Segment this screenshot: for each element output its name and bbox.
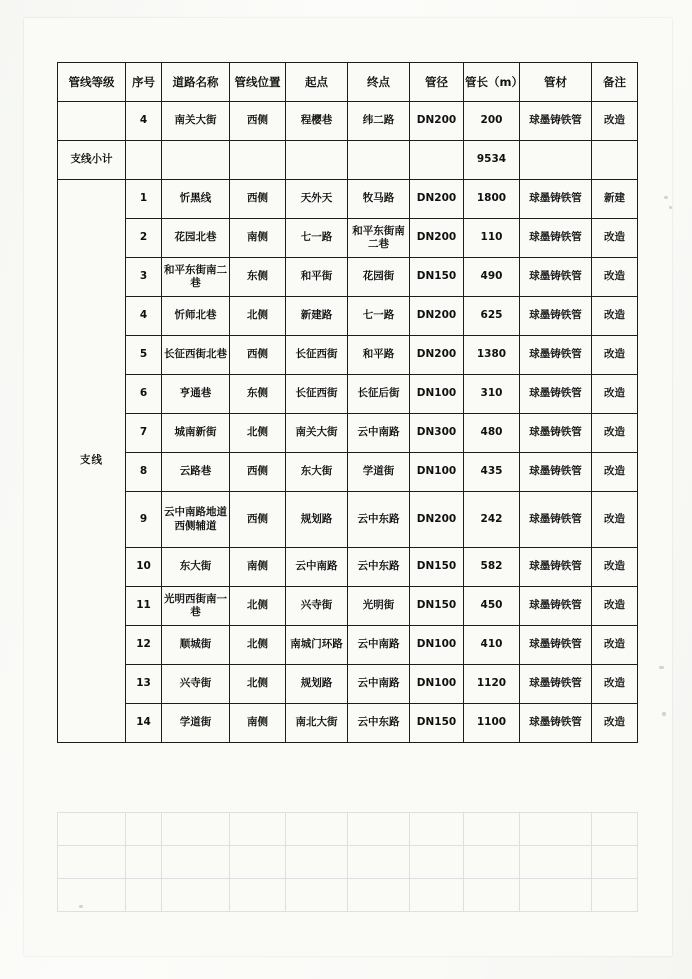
cell-diameter: DN150 bbox=[410, 704, 464, 743]
table-row bbox=[58, 453, 638, 492]
cell-remark: 改造 bbox=[592, 414, 638, 453]
bleed-cell bbox=[286, 846, 348, 879]
table-row bbox=[58, 258, 638, 297]
table-row bbox=[58, 180, 638, 219]
cell-end: 纬二路 bbox=[348, 102, 410, 141]
cell-empty bbox=[410, 141, 464, 180]
cell-remark: 改造 bbox=[592, 492, 638, 548]
cell-length: 1800 bbox=[464, 180, 520, 219]
table-row bbox=[58, 587, 638, 626]
cell-no: 14 bbox=[126, 704, 162, 743]
table-row bbox=[58, 626, 638, 665]
bleed-cell bbox=[230, 813, 286, 846]
bleed-cell bbox=[126, 813, 162, 846]
cell-position: 北侧 bbox=[230, 414, 286, 453]
cell-road: 忻师北巷 bbox=[162, 297, 230, 336]
cell-length: 1100 bbox=[464, 704, 520, 743]
cell-road: 城南新街 bbox=[162, 414, 230, 453]
bleed-cell bbox=[348, 879, 410, 912]
cell-diameter: DN150 bbox=[410, 258, 464, 297]
bleed-cell bbox=[58, 813, 126, 846]
bleed-cell bbox=[410, 846, 464, 879]
bleed-cell bbox=[58, 846, 126, 879]
cell-position: 西侧 bbox=[230, 180, 286, 219]
bleed-row bbox=[58, 813, 638, 846]
cell-material: 球墨铸铁管 bbox=[520, 297, 592, 336]
bleed-row bbox=[58, 879, 638, 912]
cell-length: 480 bbox=[464, 414, 520, 453]
cell-start: 规划路 bbox=[286, 665, 348, 704]
cell-diameter: DN200 bbox=[410, 297, 464, 336]
cell-road: 云中南路地道西侧辅道 bbox=[162, 492, 230, 548]
cell-no: 9 bbox=[126, 492, 162, 548]
cell-end: 云中南路 bbox=[348, 414, 410, 453]
cell-start: 南关大街 bbox=[286, 414, 348, 453]
cell-remark: 改造 bbox=[592, 704, 638, 743]
cell-road: 南关大街 bbox=[162, 102, 230, 141]
cell-road: 和平东街南二巷 bbox=[162, 258, 230, 297]
cell-remark: 改造 bbox=[592, 258, 638, 297]
col-header-diameter: 管径 bbox=[410, 63, 464, 102]
cell-length: 310 bbox=[464, 375, 520, 414]
bleed-cell bbox=[126, 846, 162, 879]
col-header-length: 管长（m） bbox=[464, 63, 520, 102]
table-row bbox=[58, 297, 638, 336]
cell-no: 5 bbox=[126, 336, 162, 375]
bleed-cell bbox=[162, 846, 230, 879]
cell-end: 长征后街 bbox=[348, 375, 410, 414]
bleed-cell bbox=[286, 813, 348, 846]
cell-empty bbox=[162, 141, 230, 180]
cell-start: 天外天 bbox=[286, 180, 348, 219]
bleed-cell bbox=[410, 813, 464, 846]
cell-no: 8 bbox=[126, 453, 162, 492]
cell-diameter: DN150 bbox=[410, 548, 464, 587]
table-row bbox=[58, 336, 638, 375]
cell-no: 12 bbox=[126, 626, 162, 665]
cell-no: 4 bbox=[126, 102, 162, 141]
scan-speck bbox=[664, 196, 668, 199]
cell-no: 2 bbox=[126, 219, 162, 258]
cell-no: 7 bbox=[126, 414, 162, 453]
cell-position: 北侧 bbox=[230, 587, 286, 626]
cell-position: 东侧 bbox=[230, 375, 286, 414]
cell-road: 兴寺街 bbox=[162, 665, 230, 704]
col-header-material: 管材 bbox=[520, 63, 592, 102]
cell-start: 和平街 bbox=[286, 258, 348, 297]
bleed-cell bbox=[464, 846, 520, 879]
cell-diameter: DN300 bbox=[410, 414, 464, 453]
col-header-grade: 管线等级 bbox=[58, 63, 126, 102]
cell-material: 球墨铸铁管 bbox=[520, 626, 592, 665]
cell-start: 七一路 bbox=[286, 219, 348, 258]
cell-material: 球墨铸铁管 bbox=[520, 180, 592, 219]
cell-remark: 新建 bbox=[592, 180, 638, 219]
scan-speck bbox=[659, 666, 664, 669]
cell-length: 450 bbox=[464, 587, 520, 626]
cell-start: 南城门环路 bbox=[286, 626, 348, 665]
cell-start: 新建路 bbox=[286, 297, 348, 336]
cell-remark: 改造 bbox=[592, 453, 638, 492]
cell-length: 110 bbox=[464, 219, 520, 258]
bleed-cell bbox=[520, 879, 592, 912]
cell-material: 球墨铸铁管 bbox=[520, 414, 592, 453]
cell-length: 582 bbox=[464, 548, 520, 587]
bleed-cell bbox=[126, 879, 162, 912]
cell-empty bbox=[126, 141, 162, 180]
cell-position: 南侧 bbox=[230, 219, 286, 258]
bleed-cell bbox=[348, 813, 410, 846]
cell-empty bbox=[592, 141, 638, 180]
cell-material: 球墨铸铁管 bbox=[520, 704, 592, 743]
table-row bbox=[58, 219, 638, 258]
cell-diameter: DN200 bbox=[410, 102, 464, 141]
cell-end: 云中东路 bbox=[348, 492, 410, 548]
cell-group-label: 支线 bbox=[58, 180, 126, 743]
cell-no: 10 bbox=[126, 548, 162, 587]
col-header-start: 起点 bbox=[286, 63, 348, 102]
bleed-cell bbox=[464, 813, 520, 846]
bleed-cell bbox=[348, 846, 410, 879]
bleed-through-table bbox=[57, 812, 638, 912]
cell-road: 长征西街北巷 bbox=[162, 336, 230, 375]
cell-start: 程樱巷 bbox=[286, 102, 348, 141]
table-row bbox=[58, 492, 638, 548]
bleed-cell bbox=[58, 879, 126, 912]
cell-position: 北侧 bbox=[230, 665, 286, 704]
cell-diameter: DN200 bbox=[410, 336, 464, 375]
bleed-cell bbox=[230, 846, 286, 879]
cell-start: 南北大街 bbox=[286, 704, 348, 743]
cell-length: 1380 bbox=[464, 336, 520, 375]
cell-position: 北侧 bbox=[230, 626, 286, 665]
cell-remark: 改造 bbox=[592, 102, 638, 141]
cell-position: 东侧 bbox=[230, 258, 286, 297]
cell-start: 云中南路 bbox=[286, 548, 348, 587]
cell-no: 1 bbox=[126, 180, 162, 219]
cell-end: 七一路 bbox=[348, 297, 410, 336]
cell-subtotal-label: 支线小计 bbox=[58, 141, 126, 180]
cell-remark: 改造 bbox=[592, 297, 638, 336]
cell-length: 490 bbox=[464, 258, 520, 297]
cell-end: 和平东街南二巷 bbox=[348, 219, 410, 258]
cell-road: 云路巷 bbox=[162, 453, 230, 492]
cell-length: 435 bbox=[464, 453, 520, 492]
cell-length: 410 bbox=[464, 626, 520, 665]
cell-road: 花园北巷 bbox=[162, 219, 230, 258]
scan-speck bbox=[662, 712, 666, 716]
cell-empty bbox=[520, 141, 592, 180]
cell-remark: 改造 bbox=[592, 219, 638, 258]
bleed-cell bbox=[410, 879, 464, 912]
col-header-no: 序号 bbox=[126, 63, 162, 102]
table-row bbox=[58, 375, 638, 414]
col-header-remark: 备注 bbox=[592, 63, 638, 102]
cell-road: 学道街 bbox=[162, 704, 230, 743]
cell-length: 242 bbox=[464, 492, 520, 548]
cell-end: 牧马路 bbox=[348, 180, 410, 219]
cell-end: 花园街 bbox=[348, 258, 410, 297]
cell-remark: 改造 bbox=[592, 548, 638, 587]
cell-position: 西侧 bbox=[230, 453, 286, 492]
cell-position: 南侧 bbox=[230, 548, 286, 587]
cell-subtotal-length: 9534 bbox=[464, 141, 520, 180]
cell-empty bbox=[286, 141, 348, 180]
table-row bbox=[58, 102, 638, 141]
cell-remark: 改造 bbox=[592, 665, 638, 704]
cell-road: 顺城街 bbox=[162, 626, 230, 665]
cell-material: 球墨铸铁管 bbox=[520, 258, 592, 297]
cell-material: 球墨铸铁管 bbox=[520, 453, 592, 492]
cell-grade bbox=[58, 102, 126, 141]
cell-road: 东大街 bbox=[162, 548, 230, 587]
cell-remark: 改造 bbox=[592, 336, 638, 375]
cell-position: 北侧 bbox=[230, 297, 286, 336]
cell-material: 球墨铸铁管 bbox=[520, 665, 592, 704]
cell-no: 11 bbox=[126, 587, 162, 626]
cell-diameter: DN200 bbox=[410, 219, 464, 258]
cell-length: 625 bbox=[464, 297, 520, 336]
cell-start: 长征西街 bbox=[286, 336, 348, 375]
cell-end: 云中东路 bbox=[348, 704, 410, 743]
cell-diameter: DN100 bbox=[410, 375, 464, 414]
cell-no: 4 bbox=[126, 297, 162, 336]
cell-start: 规划路 bbox=[286, 492, 348, 548]
cell-length: 200 bbox=[464, 102, 520, 141]
cell-end: 光明街 bbox=[348, 587, 410, 626]
cell-no: 13 bbox=[126, 665, 162, 704]
pipeline-table bbox=[57, 62, 638, 743]
cell-road: 忻黑线 bbox=[162, 180, 230, 219]
bleed-cell bbox=[162, 879, 230, 912]
cell-length: 1120 bbox=[464, 665, 520, 704]
cell-material: 球墨铸铁管 bbox=[520, 492, 592, 548]
bleed-cell bbox=[592, 813, 638, 846]
cell-start: 长征西街 bbox=[286, 375, 348, 414]
table-row bbox=[58, 704, 638, 743]
bleed-cell bbox=[592, 879, 638, 912]
table-row bbox=[58, 414, 638, 453]
col-header-road: 道路名称 bbox=[162, 63, 230, 102]
cell-end: 云中南路 bbox=[348, 665, 410, 704]
cell-position: 西侧 bbox=[230, 336, 286, 375]
table-header-row bbox=[58, 63, 638, 102]
col-header-end: 终点 bbox=[348, 63, 410, 102]
cell-material: 球墨铸铁管 bbox=[520, 587, 592, 626]
cell-diameter: DN200 bbox=[410, 180, 464, 219]
bleed-cell bbox=[520, 813, 592, 846]
cell-no: 3 bbox=[126, 258, 162, 297]
cell-end: 云中东路 bbox=[348, 548, 410, 587]
cell-end: 学道街 bbox=[348, 453, 410, 492]
cell-material: 球墨铸铁管 bbox=[520, 548, 592, 587]
cell-material: 球墨铸铁管 bbox=[520, 102, 592, 141]
cell-remark: 改造 bbox=[592, 375, 638, 414]
cell-start: 东大街 bbox=[286, 453, 348, 492]
cell-road: 亨通巷 bbox=[162, 375, 230, 414]
cell-empty bbox=[348, 141, 410, 180]
bleed-cell bbox=[286, 879, 348, 912]
scan-speck bbox=[669, 206, 672, 209]
cell-end: 和平路 bbox=[348, 336, 410, 375]
bleed-cell bbox=[592, 846, 638, 879]
cell-remark: 改造 bbox=[592, 587, 638, 626]
table-row bbox=[58, 548, 638, 587]
bleed-cell bbox=[230, 879, 286, 912]
cell-position: 西侧 bbox=[230, 492, 286, 548]
bleed-cell bbox=[520, 846, 592, 879]
cell-diameter: DN150 bbox=[410, 587, 464, 626]
cell-empty bbox=[230, 141, 286, 180]
cell-remark: 改造 bbox=[592, 626, 638, 665]
cell-no: 6 bbox=[126, 375, 162, 414]
cell-diameter: DN200 bbox=[410, 492, 464, 548]
cell-start: 兴寺街 bbox=[286, 587, 348, 626]
cell-diameter: DN100 bbox=[410, 665, 464, 704]
bleed-row bbox=[58, 846, 638, 879]
cell-diameter: DN100 bbox=[410, 626, 464, 665]
cell-position: 西侧 bbox=[230, 102, 286, 141]
cell-road: 光明西街南一巷 bbox=[162, 587, 230, 626]
bleed-cell bbox=[162, 813, 230, 846]
table-row bbox=[58, 665, 638, 704]
subtotal-row bbox=[58, 141, 638, 180]
bleed-cell bbox=[464, 879, 520, 912]
cell-end: 云中南路 bbox=[348, 626, 410, 665]
cell-material: 球墨铸铁管 bbox=[520, 219, 592, 258]
cell-material: 球墨铸铁管 bbox=[520, 336, 592, 375]
cell-diameter: DN100 bbox=[410, 453, 464, 492]
cell-material: 球墨铸铁管 bbox=[520, 375, 592, 414]
cell-position: 南侧 bbox=[230, 704, 286, 743]
col-header-position: 管线位置 bbox=[230, 63, 286, 102]
